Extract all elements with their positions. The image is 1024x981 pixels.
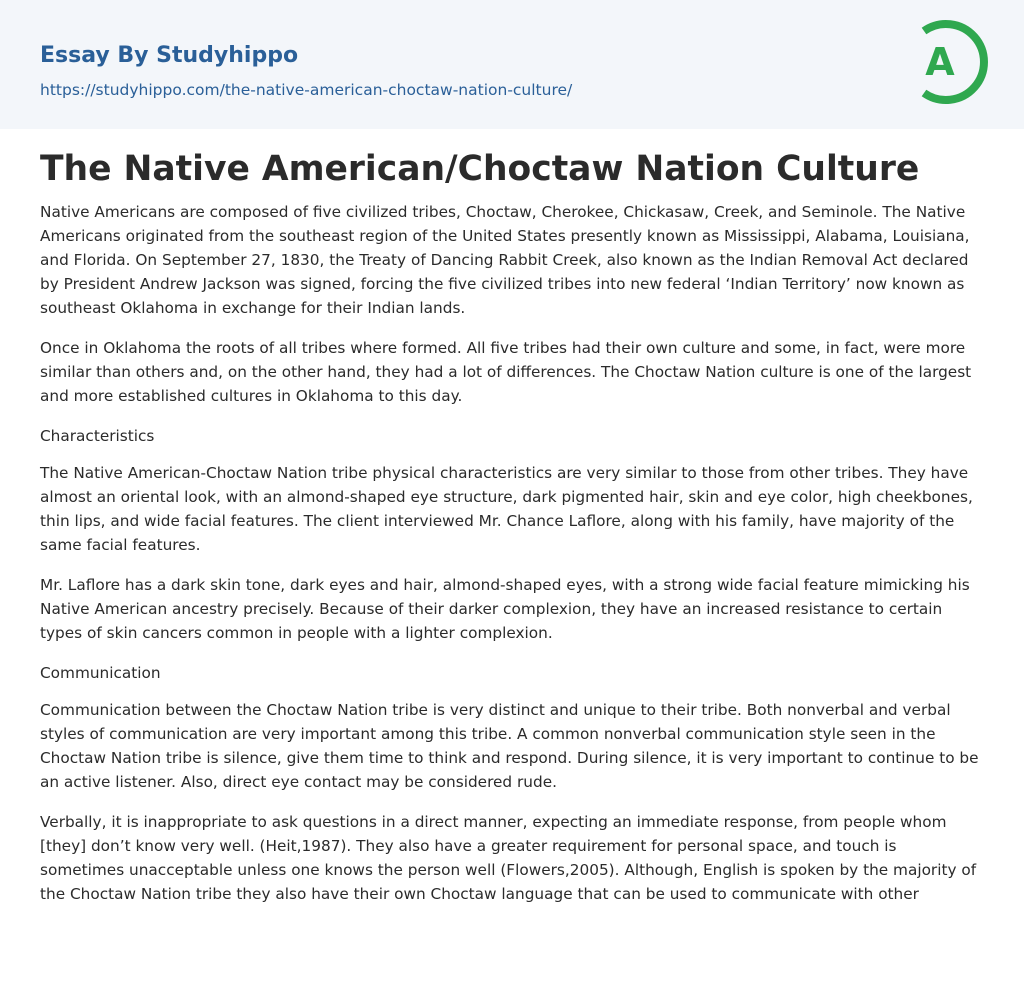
paragraph: Mr. Laflore has a dark skin tone, dark eyes and hair, almond-shaped eyes, with a strong wide facial feature mimicking his Native American ancestry precisely. Because of their darker complexion, they have an increased resistance to certain types of skin cancers common in people with a lighter complexion. [40, 576, 970, 642]
article-title: The Native American/Choctaw Nation Culture [40, 149, 920, 189]
section-heading-characteristics: Characteristics [40, 427, 155, 445]
page-header [0, 0, 1024, 129]
brand-title: Essay By Studyhippo [40, 43, 299, 68]
paragraph: Native Americans are composed of five civilized tribes, Choctaw, Cherokee, Chickasaw, Creek, and Seminole. The Native Americans originated from the southeast region of the United States presently known as Mississippi, Alabama, Louisiana, and Florida. On September 27, 1830, the Treaty of Dancing Rabbit Creek, also known as the Indian Removal Act declared by President Andrew Jackson was signed, forcing the five civilized tribes into new federal ‘Indian Territory’ now known as southeast Oklahoma in exchange for their Indian lands. [40, 203, 970, 317]
paragraph: Verbally, it is inappropriate to ask questions in a direct manner, expecting an immediate response, from people whom [they] don’t know very well. (Heit,1987). They also have a greater requirement for personal space, and touch is sometimes unacceptable unless one knows the person well (Flowers,2005). Although, English is spoken by the majority of the Choctaw Nation tribe they also have their own Choctaw language that can be used to communicate with other [40, 813, 977, 903]
studyhippo-logo-icon[interactable] [906, 17, 990, 107]
logo-letter: A [925, 40, 955, 84]
article [0, 147, 1024, 906]
paragraph: The Native American-Choctaw Nation tribe physical characteristics are very similar to those from other tribes. They have almost an oriental look, with an almond-shaped eye structure, dark pigmented hair, skin and eye color, high cheekbones, thin lips, and wide facial features. The client interviewed Mr. Chance Laflore, along with his family, have majority of the same facial features. [40, 464, 973, 554]
paragraph: Communication between the Choctaw Nation tribe is very distinct and unique to their tribe. Both nonverbal and verbal styles of communication are very important among this tribe. A common nonverbal communication style seen in the Choctaw Nation tribe is silence, give them time to think and respond. During silence, it is very important to continue to be an active listener. Also, direct eye contact may be considered rude. [40, 701, 979, 791]
source-url-link[interactable]: https://studyhippo.com/the-native-american-choctaw-nation-culture/ [40, 81, 573, 99]
section-heading-communication: Communication [40, 664, 161, 682]
paragraph: Once in Oklahoma the roots of all tribes where formed. All five tribes had their own culture and some, in fact, were more similar than others and, on the other hand, they had a lot of differences. The Choctaw Nation culture is one of the largest and more established cultures in Oklahoma to this day. [40, 339, 972, 405]
